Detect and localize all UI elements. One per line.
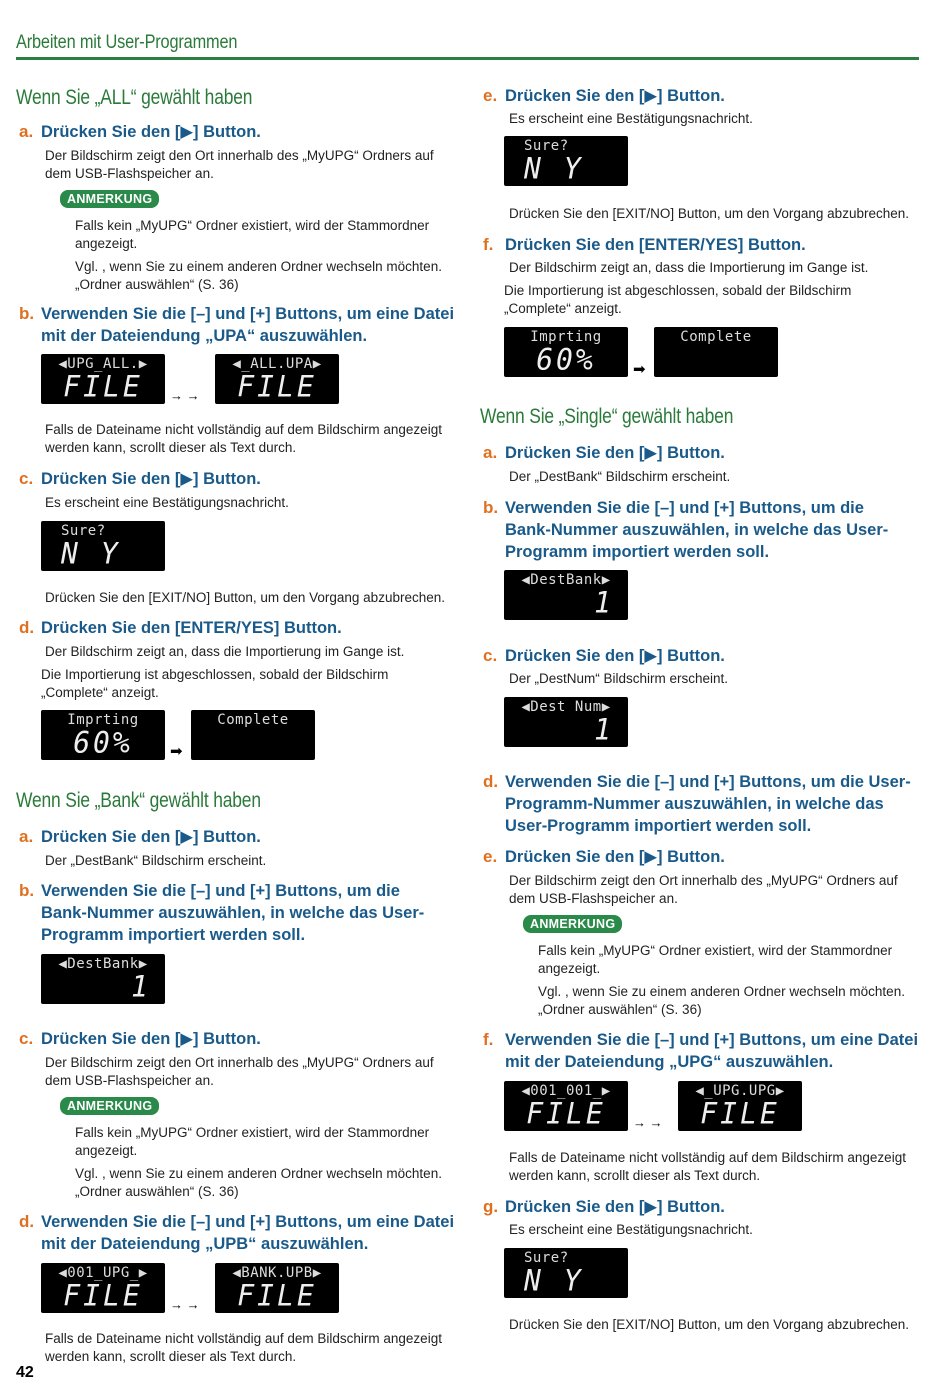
step-letter: d. <box>19 1212 35 1231</box>
arrow-icon: ➡ <box>170 743 183 760</box>
step-bank-d <box>19 1211 461 1255</box>
step-text: Verwenden Sie die [–] und [+] Buttons, um die Bank-Nummer auszuwählen, in welche das User-Programm importiert werden soll. <box>505 499 889 561</box>
step-letter: a. <box>19 122 34 141</box>
step-single-b <box>483 497 905 563</box>
lcd-display <box>41 521 165 571</box>
step-text: Drücken Sie den [▶] Button. <box>505 647 725 665</box>
anmerkung-badge: ANMERKUNG <box>60 1097 159 1115</box>
step-all-a <box>19 121 461 143</box>
page-header <box>16 32 919 60</box>
step-single-a <box>483 442 925 464</box>
lcd-line1: ◀_UPG.UPG▶ <box>695 1083 785 1099</box>
scroll-text: Falls de Dateiname nicht vollständig auf dem Bildschirm angezeigt werden kann, scrollt dieser als Text durch. <box>45 1331 442 1364</box>
complete-text: Die Importierung ist abgeschlossen, sobald der Bildschirm „Complete“ anzeigt. <box>41 667 389 700</box>
lcd-line2: 1 <box>594 712 614 747</box>
step-text: Verwenden Sie die [–] und [+] Buttons, um die Bank-Nummer auszuwählen, in welche das User-Programm importiert werden soll. <box>41 882 425 944</box>
step-letter: c. <box>19 1029 34 1048</box>
step-text: Drücken Sie den [▶] Button. <box>41 828 261 846</box>
step-single-g <box>483 1196 925 1218</box>
lcd-line1: Sure? <box>61 523 106 539</box>
section-bank-title: Wenn Sie „Bank“ gewählt haben <box>16 789 261 812</box>
lcd-line2: 60% <box>73 725 133 760</box>
location-text: Der Bildschirm zeigt den Ort innerhalb des „MyUPG“ Ordners auf dem USB-Flashspeicher an. <box>45 1055 434 1088</box>
step-text: Drücken Sie den [▶] Button. <box>505 87 725 105</box>
step-text: Drücken Sie den [▶] Button. <box>505 848 725 866</box>
scroll-text: Falls de Dateiname nicht vollständig auf dem Bildschirm angezeigt werden kann, scrollt dieser als Text durch. <box>509 1150 906 1183</box>
lcd-line1: ◀001_001_▶ <box>521 1083 611 1099</box>
note-text: Falls kein „MyUPG“ Ordner existiert, wird der Stammordner angezeigt. <box>538 943 893 976</box>
lcd-line1: Sure? <box>524 138 569 154</box>
progress-text: Der Bildschirm zeigt an, dass die Importierung im Gange ist. <box>509 260 869 275</box>
step-bank-a <box>19 826 461 848</box>
page-number: 42 <box>16 1364 34 1381</box>
step-all-f <box>483 234 925 256</box>
lcd-line2: N Y <box>61 536 121 571</box>
destbank-text: Der „DestBank“ Bildschirm erscheint. <box>45 853 267 868</box>
lcd-display <box>504 1081 628 1131</box>
step-single-f <box>483 1029 925 1073</box>
lcd-display <box>41 354 165 404</box>
lcd-display <box>504 697 628 747</box>
lcd-line1: Imprting <box>67 712 139 728</box>
step-text: Drücken Sie den [▶] Button. <box>41 123 261 141</box>
exit-text: Drücken Sie den [EXIT/NO] Button, um den Vorgang abzubrechen. <box>509 206 909 221</box>
lcd-line1: ◀001_UPG_▶ <box>58 1265 148 1281</box>
step-text: Drücken Sie den [▶] Button. <box>505 1198 725 1216</box>
lcd-line1: Imprting <box>530 329 602 345</box>
lcd-display <box>504 327 628 377</box>
lcd-display <box>41 954 165 1004</box>
step-letter: e. <box>483 847 498 866</box>
step-letter: f. <box>483 1030 494 1049</box>
lcd-line2: 1 <box>131 969 151 1004</box>
scroll-text: Falls de Dateiname nicht vollständig auf dem Bildschirm angezeigt werden kann, scrollt dieser als Text durch. <box>45 422 442 455</box>
lcd-display <box>654 327 778 377</box>
step-all-b <box>19 303 461 347</box>
confirm-text: Es erscheint eine Bestätigungsnachricht. <box>509 1222 753 1237</box>
step-text: Verwenden Sie die [–] und [+] Buttons, um die User-Programm-Nummer auszuwählen, in welche das User-Programm importiert werden soll. <box>505 773 911 835</box>
lcd-line2: FILE <box>526 1096 606 1131</box>
note-text: Falls kein „MyUPG“ Ordner existiert, wird der Stammordner angezeigt. <box>75 218 430 251</box>
step-letter: a. <box>483 443 498 462</box>
step-all-c <box>19 468 461 490</box>
lcd-line1: ◀_ALL.UPA▶ <box>232 356 322 372</box>
location-text: Der Bildschirm zeigt den Ort innerhalb des „MyUPG“ Ordners auf dem USB-Flashspeicher an. <box>509 873 898 906</box>
step-letter: c. <box>483 646 498 665</box>
progress-text: Der Bildschirm zeigt an, dass die Importierung im Gange ist. <box>45 644 405 659</box>
step-single-e <box>483 846 925 868</box>
lcd-display <box>504 1248 628 1298</box>
location-text: Der Bildschirm zeigt den Ort innerhalb des „MyUPG“ Ordners auf dem USB-Flashspeicher an. <box>45 148 434 181</box>
destbank-text: Der „DestBank“ Bildschirm erscheint. <box>509 469 731 484</box>
lcd-display <box>215 1263 339 1313</box>
confirm-text: Es erscheint eine Bestätigungsnachricht. <box>45 495 289 510</box>
destnum-text: Der „DestNum“ Bildschirm erscheint. <box>509 671 729 686</box>
step-single-c <box>483 645 925 667</box>
arrow-icon: → → <box>170 388 200 403</box>
exit-text: Drücken Sie den [EXIT/NO] Button, um den Vorgang abzubrechen. <box>509 1317 909 1332</box>
lcd-display <box>41 1263 165 1313</box>
step-text: Drücken Sie den [▶] Button. <box>505 444 725 462</box>
lcd-line1: ◀DestBank▶ <box>521 572 611 588</box>
step-text: Verwenden Sie die [–] und [+] Buttons, um eine Datei mit der Dateiendung „UPG“ auszuwählen. <box>505 1031 919 1071</box>
lcd-line1: ◀Dest Num▶ <box>521 699 611 715</box>
lcd-display <box>504 136 628 186</box>
step-letter: c. <box>19 469 34 488</box>
note-link-text[interactable]: Vgl. , wenn Sie zu einem anderen Ordner wechseln möchten. „Ordner auswählen“ (S. 36) <box>75 1166 442 1199</box>
step-letter: b. <box>19 304 35 323</box>
complete-text: Die Importierung ist abgeschlossen, sobald der Bildschirm „Complete“ anzeigt. <box>504 283 852 316</box>
step-single-d <box>483 771 915 837</box>
step-letter: b. <box>19 881 35 900</box>
lcd-display <box>504 570 628 620</box>
anmerkung-badge: ANMERKUNG <box>60 190 159 208</box>
step-text: Verwenden Sie die [–] und [+] Buttons, um eine Datei mit der Dateiendung „UPB“ auszuwählen. <box>41 1213 455 1253</box>
lcd-display <box>191 710 315 760</box>
lcd-line2: FILE <box>63 1278 143 1313</box>
step-letter: d. <box>19 618 35 637</box>
anmerkung-badge: ANMERKUNG <box>523 915 622 933</box>
section-all-title: Wenn Sie „ALL“ gewählt haben <box>16 86 253 109</box>
lcd-line2: 1 <box>594 585 614 620</box>
lcd-line1: ◀DestBank▶ <box>58 956 148 972</box>
step-all-e <box>483 85 925 107</box>
lcd-line2: FILE <box>700 1096 780 1131</box>
lcd-line2: FILE <box>63 369 143 404</box>
header-title: Arbeiten mit User-Programmen <box>16 32 238 53</box>
step-text: Drücken Sie den [▶] Button. <box>41 1030 261 1048</box>
step-letter: d. <box>483 772 499 791</box>
step-letter: f. <box>483 235 494 254</box>
step-text: Verwenden Sie die [–] und [+] Buttons, um eine Datei mit der Dateiendung „UPA“ auszuwählen. <box>41 305 455 345</box>
note-text: Falls kein „MyUPG“ Ordner existiert, wird der Stammordner angezeigt. <box>75 1125 430 1158</box>
step-all-d <box>19 617 461 639</box>
lcd-line1: ◀UPG_ALL.▶ <box>58 356 148 372</box>
lcd-line1: ◀BANK.UPB▶ <box>232 1265 322 1281</box>
lcd-line2: N Y <box>524 151 584 186</box>
section-single-title: Wenn Sie „Single“ gewählt haben <box>480 405 734 428</box>
arrow-icon: → → <box>170 1297 200 1312</box>
lcd-line1: Complete <box>217 712 289 728</box>
exit-text: Drücken Sie den [EXIT/NO] Button, um den Vorgang abzubrechen. <box>45 590 445 605</box>
step-letter: a. <box>19 827 34 846</box>
confirm-text: Es erscheint eine Bestätigungsnachricht. <box>509 111 753 126</box>
lcd-display <box>678 1081 802 1131</box>
lcd-display <box>215 354 339 404</box>
lcd-line1: Sure? <box>524 1250 569 1266</box>
step-bank-c <box>19 1028 461 1050</box>
note-link-text[interactable]: Vgl. , wenn Sie zu einem anderen Ordner wechseln möchten. „Ordner auswählen“ (S. 36) <box>75 259 442 292</box>
arrow-icon: ➡ <box>633 361 646 378</box>
lcd-line2: N Y <box>524 1263 584 1298</box>
step-letter: e. <box>483 86 498 105</box>
lcd-line2: 60% <box>536 342 596 377</box>
note-link-text[interactable]: Vgl. , wenn Sie zu einem anderen Ordner wechseln möchten. „Ordner auswählen“ (S. 36) <box>538 984 905 1017</box>
lcd-line1: Complete <box>680 329 752 345</box>
lcd-line2: FILE <box>237 1278 317 1313</box>
arrow-icon: → → <box>633 1115 663 1130</box>
lcd-line2: FILE <box>237 369 317 404</box>
step-letter: g. <box>483 1197 499 1216</box>
step-text: Drücken Sie den [ENTER/YES] Button. <box>505 236 806 254</box>
step-letter: b. <box>483 498 499 517</box>
step-bank-b <box>19 880 441 946</box>
step-text: Drücken Sie den [▶] Button. <box>41 470 261 488</box>
step-text: Drücken Sie den [ENTER/YES] Button. <box>41 619 342 637</box>
lcd-display <box>41 710 165 760</box>
